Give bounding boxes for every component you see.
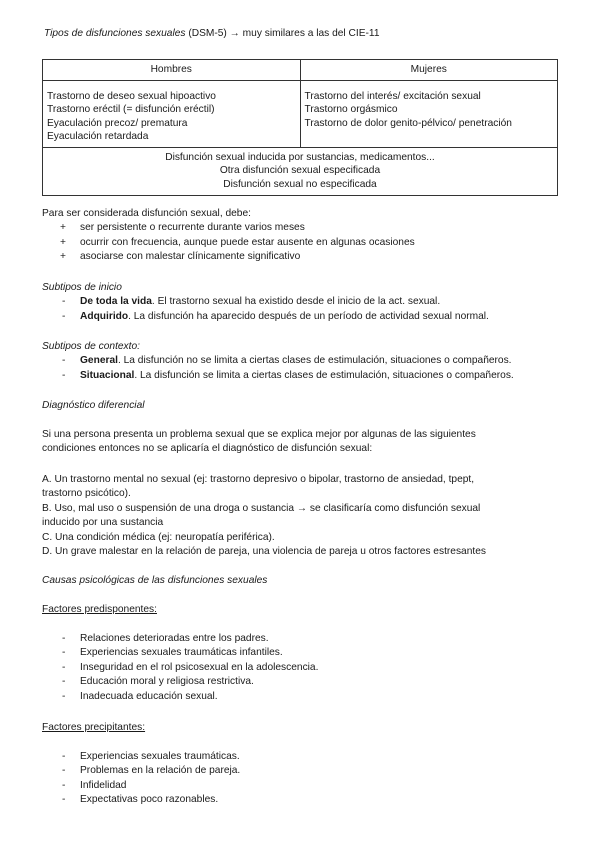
cell-mujeres (300, 81, 558, 148)
mujeres-item: Trastorno de dolor genito-pélvico/ penetración (304, 117, 512, 129)
diagnostico-intro-line: Si una persona presenta un problema sexual que se explica mejor por algunas de las siguientes (42, 429, 476, 440)
diagnostico-b: B. Uso, mal uso o suspensión de una droga o sustancia → se clasificaría como disfunción sexual (42, 502, 481, 514)
table-row-shared (43, 148, 558, 196)
table-header-row (43, 60, 558, 81)
list-item (42, 310, 562, 324)
criteria-intro: Para ser considerada disfunción sexual, debe: (42, 208, 251, 219)
hombres-item: Eyaculación precoz/ prematura (47, 117, 188, 129)
item-bold: General (80, 355, 118, 367)
diagnostico-a-cont: trastorno psicótico). (42, 488, 131, 500)
disfunciones-table (42, 59, 558, 196)
list-item: + asociarse con malestar clínicamente significativo (42, 250, 562, 264)
diagnostico-heading: Diagnóstico diferencial (42, 400, 145, 411)
header-mujeres: Mujeres (300, 60, 558, 81)
predisponentes-list (42, 632, 562, 704)
diagnostico-d: D. Un grave malestar en la relación de pareja, una violencia de pareja u otros factores estresantes (42, 546, 486, 558)
header-hombres: Hombres (43, 60, 301, 81)
section-heading: Subtipos de inicio (42, 282, 122, 293)
mujeres-item: Trastorno del interés/ excitación sexual (304, 91, 481, 102)
item-bold: Adquirido (80, 310, 129, 322)
list-item (42, 354, 562, 368)
hombres-item: Trastorno de deseo sexual hipoactivo (47, 91, 216, 102)
list-item: - Experiencias sexuales traumáticas infantiles. (42, 646, 562, 660)
diagnostico-intro (42, 428, 562, 457)
list-item: - Inseguridad en el rol psicosexual en la adolescencia. (42, 661, 562, 675)
item-text: . La disfunción no se limita a ciertas clases de estimulación, situaciones o compañeros. (117, 355, 512, 367)
precipitantes-section (42, 750, 562, 808)
precipitantes-heading: Factores precipitantes: (42, 722, 146, 733)
criteria-list (42, 221, 562, 264)
shared-item: Disfunción sexual inducida por sustancias, medicamentos... (165, 152, 435, 163)
item-bold: Situacional (80, 369, 135, 381)
subtipos-inicio-section (42, 281, 562, 324)
cell-shared (43, 148, 558, 196)
item-bold: De toda la vida (80, 296, 152, 308)
list-item (42, 369, 562, 383)
diagnostico-list (42, 473, 562, 560)
title-rest: (DSM-5) → muy similares a las del CIE-11 (185, 28, 380, 39)
list-item: + ser persistente o recurrente durante varios meses (42, 221, 562, 235)
list-item: - Problemas en la relación de pareja. (42, 764, 562, 778)
page-title (44, 27, 379, 41)
shared-item: Otra disfunción sexual especificada (219, 165, 381, 177)
list-item (42, 295, 562, 309)
title-italic: Tipos de disfunciones sexuales (44, 28, 186, 39)
list-item: - Experiencias sexuales traumáticas. (42, 750, 562, 764)
hombres-item: Eyaculación retardada (47, 130, 149, 142)
section-heading: Subtipos de contexto: (42, 341, 140, 352)
list-item: + ocurrir con frecuencia, aunque puede estar ausente en algunas ocasiones (42, 236, 562, 250)
diagnostico-b-cont: inducido por una sustancia (42, 517, 164, 529)
list-item: - Inadecuada educación sexual. (42, 690, 562, 704)
item-text: . La disfunción se limita a ciertas clases de estimulación, situaciones o compañeros. (134, 369, 514, 381)
predisponentes-section (42, 632, 562, 704)
list-item: - Relaciones deterioradas entre los padres. (42, 632, 562, 646)
diagnostico-a: A. Un trastorno mental no sexual (ej: trastorno depresivo o bipolar, trastorno de ansiedad, tpept, (42, 474, 475, 485)
precipitantes-list (42, 750, 562, 808)
subtipos-contexto-section (42, 340, 562, 383)
subtipos-inicio-list (42, 295, 562, 324)
predisponentes-heading: Factores predisponentes: (42, 604, 157, 615)
list-item: - Expectativas poco razonables. (42, 793, 562, 807)
mujeres-item: Trastorno orgásmico (304, 104, 398, 116)
shared-item: Disfunción sexual no especificada (223, 178, 377, 190)
hombres-item: Trastorno eréctil (= disfunción eréctil) (47, 104, 215, 116)
causas-heading: Causas psicológicas de las disfunciones sexuales (42, 575, 268, 586)
criteria-section (42, 207, 562, 265)
item-text: . La disfunción ha aparecido después de un período de actividad sexual normal. (128, 310, 489, 322)
list-item: - Infidelidad (42, 779, 562, 793)
cell-hombres (43, 81, 301, 148)
list-item: - Educación moral y religiosa restrictiva. (42, 675, 562, 689)
item-text: . El trastorno sexual ha existido desde el inicio de la act. sexual. (151, 296, 441, 308)
diagnostico-c: C. Una condición médica (ej: neuropatía periférica). (42, 531, 275, 543)
table-row (43, 81, 558, 148)
subtipos-contexto-list (42, 354, 562, 383)
diagnostico-intro-line: condiciones entonces no se aplicaría el diagnóstico de disfunción sexual: (42, 443, 373, 455)
